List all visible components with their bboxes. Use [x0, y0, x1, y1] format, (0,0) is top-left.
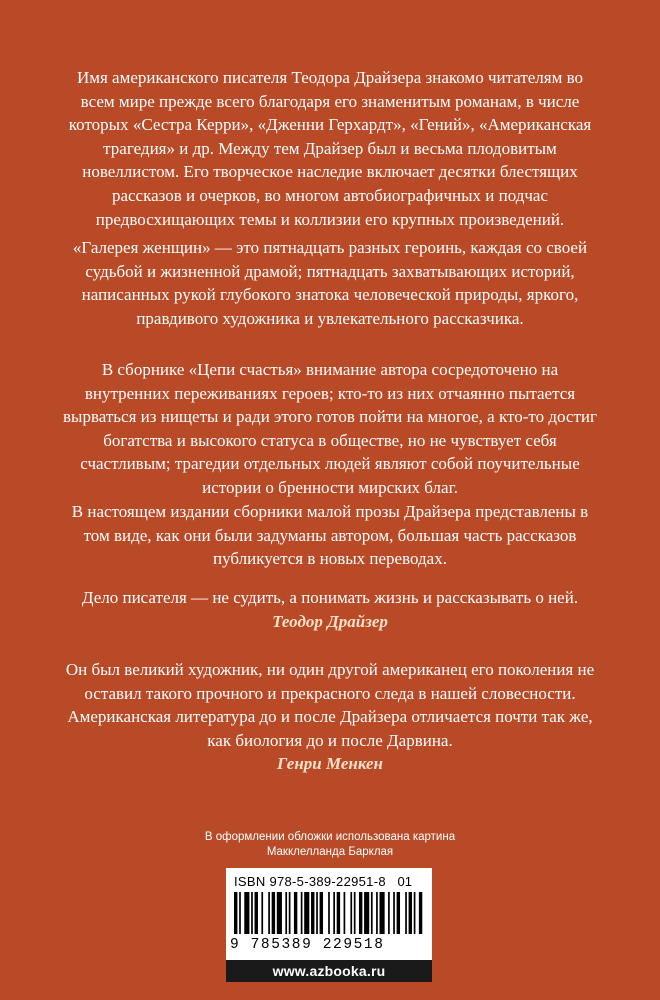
isbn-barcode-block — [226, 868, 432, 982]
isbn-label: ISBN 978-5-389-22951-8 — [234, 874, 386, 889]
publisher-website: www.azbooka.ru — [226, 960, 432, 982]
quote-text: Он был великий художник, ни один другой американец его поколения не оставил такого прочного и прекрасного следа в нашей словесности. Американская литература до и после Драйзера отличается почти так же, как биология до и после Дарвина. — [65, 660, 595, 750]
cover-credit-line-2: Макклелланда Барклая — [266, 846, 394, 858]
barcode-digits: 9 785389 229518 — [230, 937, 385, 953]
description-paragraph-2: «Галерея женщин» — это пятнадцать разных героинь, каждая со своей судьбой и жизненной драмой; пятнадцать захватывающих историй, написанных рукой глубокого знатока человеческой природы, яркого, правдивого художника и увлекательного рассказчика. — [72, 238, 588, 328]
quote-author: Генри Менкен — [277, 754, 383, 774]
isbn-addon-code: 01 — [397, 874, 412, 889]
cover-art-credit — [130, 830, 530, 860]
quote-mencken — [60, 658, 600, 776]
description-paragraph-4: В настоящем издании сборники малой прозы Драйзера представлены в том виде, как они были задуманы автором, большая часть рассказов публикуется в новых переводах. — [71, 502, 589, 569]
description-paragraph-1: Имя американского писателя Теодора Драйзера знакомо читателям во всем мире прежде всего благодаря его знаменитым романам, в числе которых «Сестра Керри», «Дженни Герхардт», «Гений», «Американская трагедия» и др. Между тем Драйзер был и весьма плодовитым новеллистом. Его творческое наследие включает десятки блестящих рассказов и очерков, во многом автобиографичных и подчас предвосхищающих темы и коллизии его крупных произведений. — [68, 68, 592, 229]
barcode-icon — [234, 892, 424, 934]
quote-author: Теодор Драйзер — [272, 611, 388, 631]
description-paragraph-3: В сборнике «Цепи счастья» внимание автора сосредоточено на внутренних переживаниях героев; кто-то из них отчаянно пытается вырваться из нищеты и ради этого готов пойти на многое, а кто-то достиг богатства и высокого статуса в обществе, но не чувствует себя счастливым; трагедии отдельных людей являют собой поучительные истории о бренности мирских благ. — [63, 360, 597, 497]
quote-text: Дело писателя — не судить, а понимать жизнь и рассказывать о ней. — [81, 588, 579, 607]
quote-dreiser — [60, 586, 600, 633]
cover-credit-line-1: В оформлении обложки использована картина — [204, 831, 456, 843]
